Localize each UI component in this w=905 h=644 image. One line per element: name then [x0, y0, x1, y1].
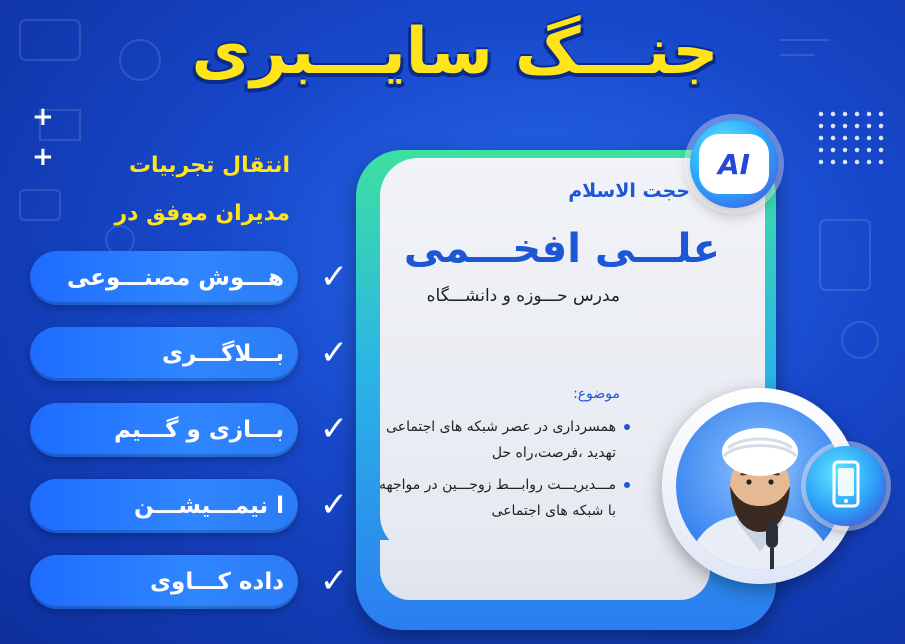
check-icon: ✓: [319, 485, 349, 525]
topic-pill-blogging: [30, 327, 349, 381]
dot-grid-decoration: [815, 108, 885, 168]
ai-badge-icon: [690, 120, 778, 208]
check-icon: ✓: [319, 257, 349, 297]
check-icon: ✓: [319, 409, 349, 449]
plus-icon: +: [32, 102, 54, 132]
topic-label: ا نیمـــیشـــن: [134, 493, 284, 519]
ai-badge-text: AI: [699, 134, 769, 194]
subject-list: [370, 414, 632, 530]
title-banner: [170, 8, 740, 96]
topic-pill-ai: [30, 251, 349, 305]
check-icon: ✓: [319, 561, 349, 601]
intro-text: [40, 142, 290, 238]
topic-pill-data-mining: [30, 555, 349, 609]
speaker-role: مدرس حـــوزه و دانشـــگاه: [426, 286, 620, 306]
subject-item: همسرداری در عصر شبکه های اجتماعی تهدید ،فرصت،راه حل: [370, 414, 632, 466]
topic-label: بـــلاگـــری: [161, 341, 284, 367]
subject-label: موضوع:: [573, 386, 620, 402]
topic-label: داده کـــاوی: [149, 569, 284, 595]
check-icon: ✓: [319, 333, 349, 373]
phone-icon: [806, 446, 886, 526]
page-title: جنـــگ سایـــبری: [191, 15, 719, 89]
topic-label: بـــازی و گـــیم: [114, 417, 284, 443]
speaker-card-base: [380, 540, 710, 600]
speaker-name: علـــی افخـــمی: [403, 226, 720, 272]
topic-label: هـــوش مصنـــوعی: [67, 265, 284, 291]
subject-item: مـــدیریـــت روابـــط زوجـــین در مواجهه با شبکه های اجتماعی: [370, 472, 632, 524]
plus-icon: +: [32, 142, 54, 172]
topic-list: [30, 251, 350, 631]
intro-line-1: انتقال تجربیات: [128, 153, 290, 178]
intro-line-2: مدیران موفق در: [114, 201, 290, 226]
topic-pill-gaming: [30, 403, 349, 457]
speaker-honorific: حجت الاسلام: [568, 180, 690, 202]
topic-pill-animation: [30, 479, 349, 533]
